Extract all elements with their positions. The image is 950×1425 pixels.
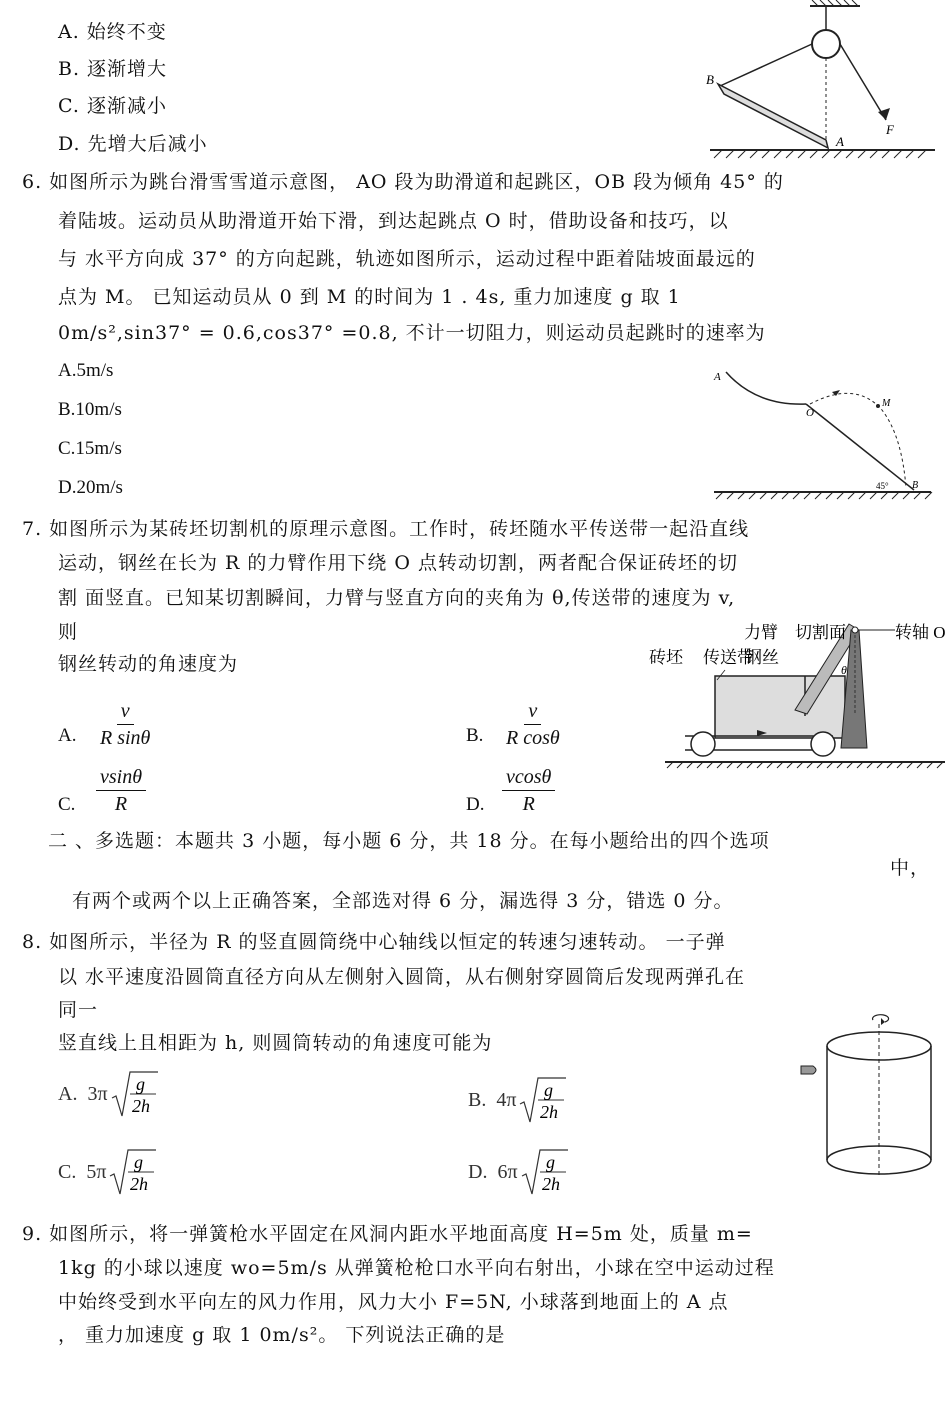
q8-option-d[interactable]: D. 6π g 2h [468,1146,570,1198]
q7-option-b-label[interactable]: B. [466,725,484,746]
frac-den: 2h [131,1096,150,1116]
frac-den: 2h [130,1174,149,1194]
q7-option-c-fraction: $\frac{vsin\theta}{R}$ [96,766,146,815]
q5-option-c[interactable]: C. 逐渐减小 [58,95,167,117]
q8-line-2: 以 水平速度沿圆筒直径方向从左侧射入圆筒，从右侧射穿圆筒后发现两弹孔在 [58,966,746,988]
q6-line-4: 点为 M。 已知运动员从 0 到 M 的时间为 1 . 4s, 重力加速度 g 取 1 [58,286,681,308]
q6-option-d[interactable]: D.20m/s [58,477,123,498]
label-a: A [714,371,721,383]
q8-option-c[interactable]: C. 5π g 2h [58,1146,158,1198]
frac-num: g [134,1152,144,1172]
label-arm: 力臂 [744,623,778,642]
sqrt-symbol [520,1146,570,1198]
q7-option-b-fraction: $\frac{v}{\text{R cosθ}}$ [506,700,560,749]
q6-line-5: 0m/s²,sin37° = 0.6,cos37° =0.8, 不计一切阻力，则运动员起跳时的速率为 [58,322,766,344]
label-o: O [806,407,814,419]
q7-option-c-label[interactable]: C. [58,794,76,815]
q5-option-a[interactable]: A. 始终不变 [58,21,167,43]
q8-option-b[interactable]: B. 4π g 2h [468,1074,568,1126]
label-a: A [836,134,844,149]
q6-line-2: 着陆坡。运动员从助滑道开始下滑，到达起跳点 O 时，借助设备和技巧，以 [58,210,729,232]
q9-line-2: 1kg 的小球以速度 wo=5m/s 从弹簧枪枪口水平向右射出，小球在空中运动过程 [58,1257,775,1279]
q7-line-5: 钢丝转动的角速度为 [58,653,239,675]
label-belt: 传送带 [703,648,754,667]
frac-num: g [135,1074,145,1094]
q5-pulley-figure [700,0,940,162]
q7-brick-cutter-figure [645,618,950,778]
q7-option-d-fraction: $\frac{vcos\theta}{R}$ [502,766,555,815]
q8-line-3: 同一 [58,999,99,1021]
q7-line-4: 则 [58,621,79,643]
sqrt-symbol [518,1074,568,1126]
q6-option-b[interactable]: B.10m/s [58,399,122,420]
q8-line-4: 竖直线上且相距为 h, 则圆筒转动的角速度可能为 [58,1032,493,1054]
q6-option-c[interactable]: C.15m/s [58,438,122,459]
label-b2: B [912,480,919,491]
sqrt-symbol [108,1146,158,1198]
q6-line-1: 6. 如图所示为跳台滑雪雪道示意图， AO 段为助滑道和起跳区，OB 段为倾角 45° 的 [22,171,784,193]
q9-line-1: 9. 如图所示，将一弹簧枪水平固定在风洞内距水平地面高度 H=5m 处，质量 m= [22,1223,753,1245]
q7-line-1: 7. 如图所示为某砖坯切割机的原理示意图。工作时，砖坯随水平传送带一起沿直线 [22,518,750,540]
q7-option-a-fraction: $\frac{v}{\text{R sinθ}}$ [100,700,151,749]
section2-line1: 二 、多选题：本题共 3 小题，每小题 6 分，共 18 分。在每小题给出的四个选项 [48,830,770,852]
frac-den: 2h [540,1102,559,1122]
label-m: M [882,398,891,409]
q7-line-3: 割 面竖直。已知某切割瞬间，力臂与竖直方向的夹角为 θ,传送带的速度为 v, [58,587,736,609]
frac-num: g [545,1152,555,1172]
label-brick: 砖坯 [649,648,683,667]
label-wire: 钢丝 [745,648,779,667]
q6-option-a[interactable]: A.5m/s [58,360,114,381]
sqrt-symbol [110,1068,160,1120]
frac-num: g [544,1080,554,1100]
q6-line-3: 与 水平方向成 37° 的方向起跳，轨迹如图所示，运动过程中距着陆坡面最远的 [58,248,756,270]
q8-line-1: 8. 如图所示，半径为 R 的竖直圆筒绕中心轴线以恒定的转速匀速转动。 一子弹 [22,931,726,953]
label-axis: 转轴 O [895,623,946,642]
frac-den: 2h [541,1174,560,1194]
q9-line-3: 中始终受到水平向左的风力作用，风力大小 F=5N, 小球落到地面上的 A 点 [58,1291,729,1313]
q6-ski-jump-figure [706,360,936,500]
section2-line1-wrap: 中， [890,857,931,879]
q7-option-a-label[interactable]: A. [58,725,77,746]
label-45: 45° [876,481,889,491]
label-b: B [706,72,714,87]
q7-option-d-label[interactable]: D. [466,794,485,815]
q9-line-4: ， 重力加速度 g 取 1 0m/s²。 下列说法正确的是 [58,1324,506,1346]
q5-option-b[interactable]: B. 逐渐增大 [58,58,168,80]
label-cut-face: 切割面 [795,623,846,642]
q8-option-a[interactable]: A. 3π g 2h [58,1068,160,1120]
label-theta: θ [841,663,847,677]
q8-cylinder-figure [795,1010,945,1185]
q5-option-d[interactable]: D. 先增大后减小 [58,133,208,155]
section2-line2: 有两个或两个以上正确答案，全部选对得 6 分，漏选得 3 分，错选 0 分。 [72,890,734,912]
label-f: F [886,122,894,137]
q7-line-2: 运动，钢丝在长为 R 的力臂作用下绕 O 点转动切割，两者配合保证砖坯的切 [58,552,739,574]
